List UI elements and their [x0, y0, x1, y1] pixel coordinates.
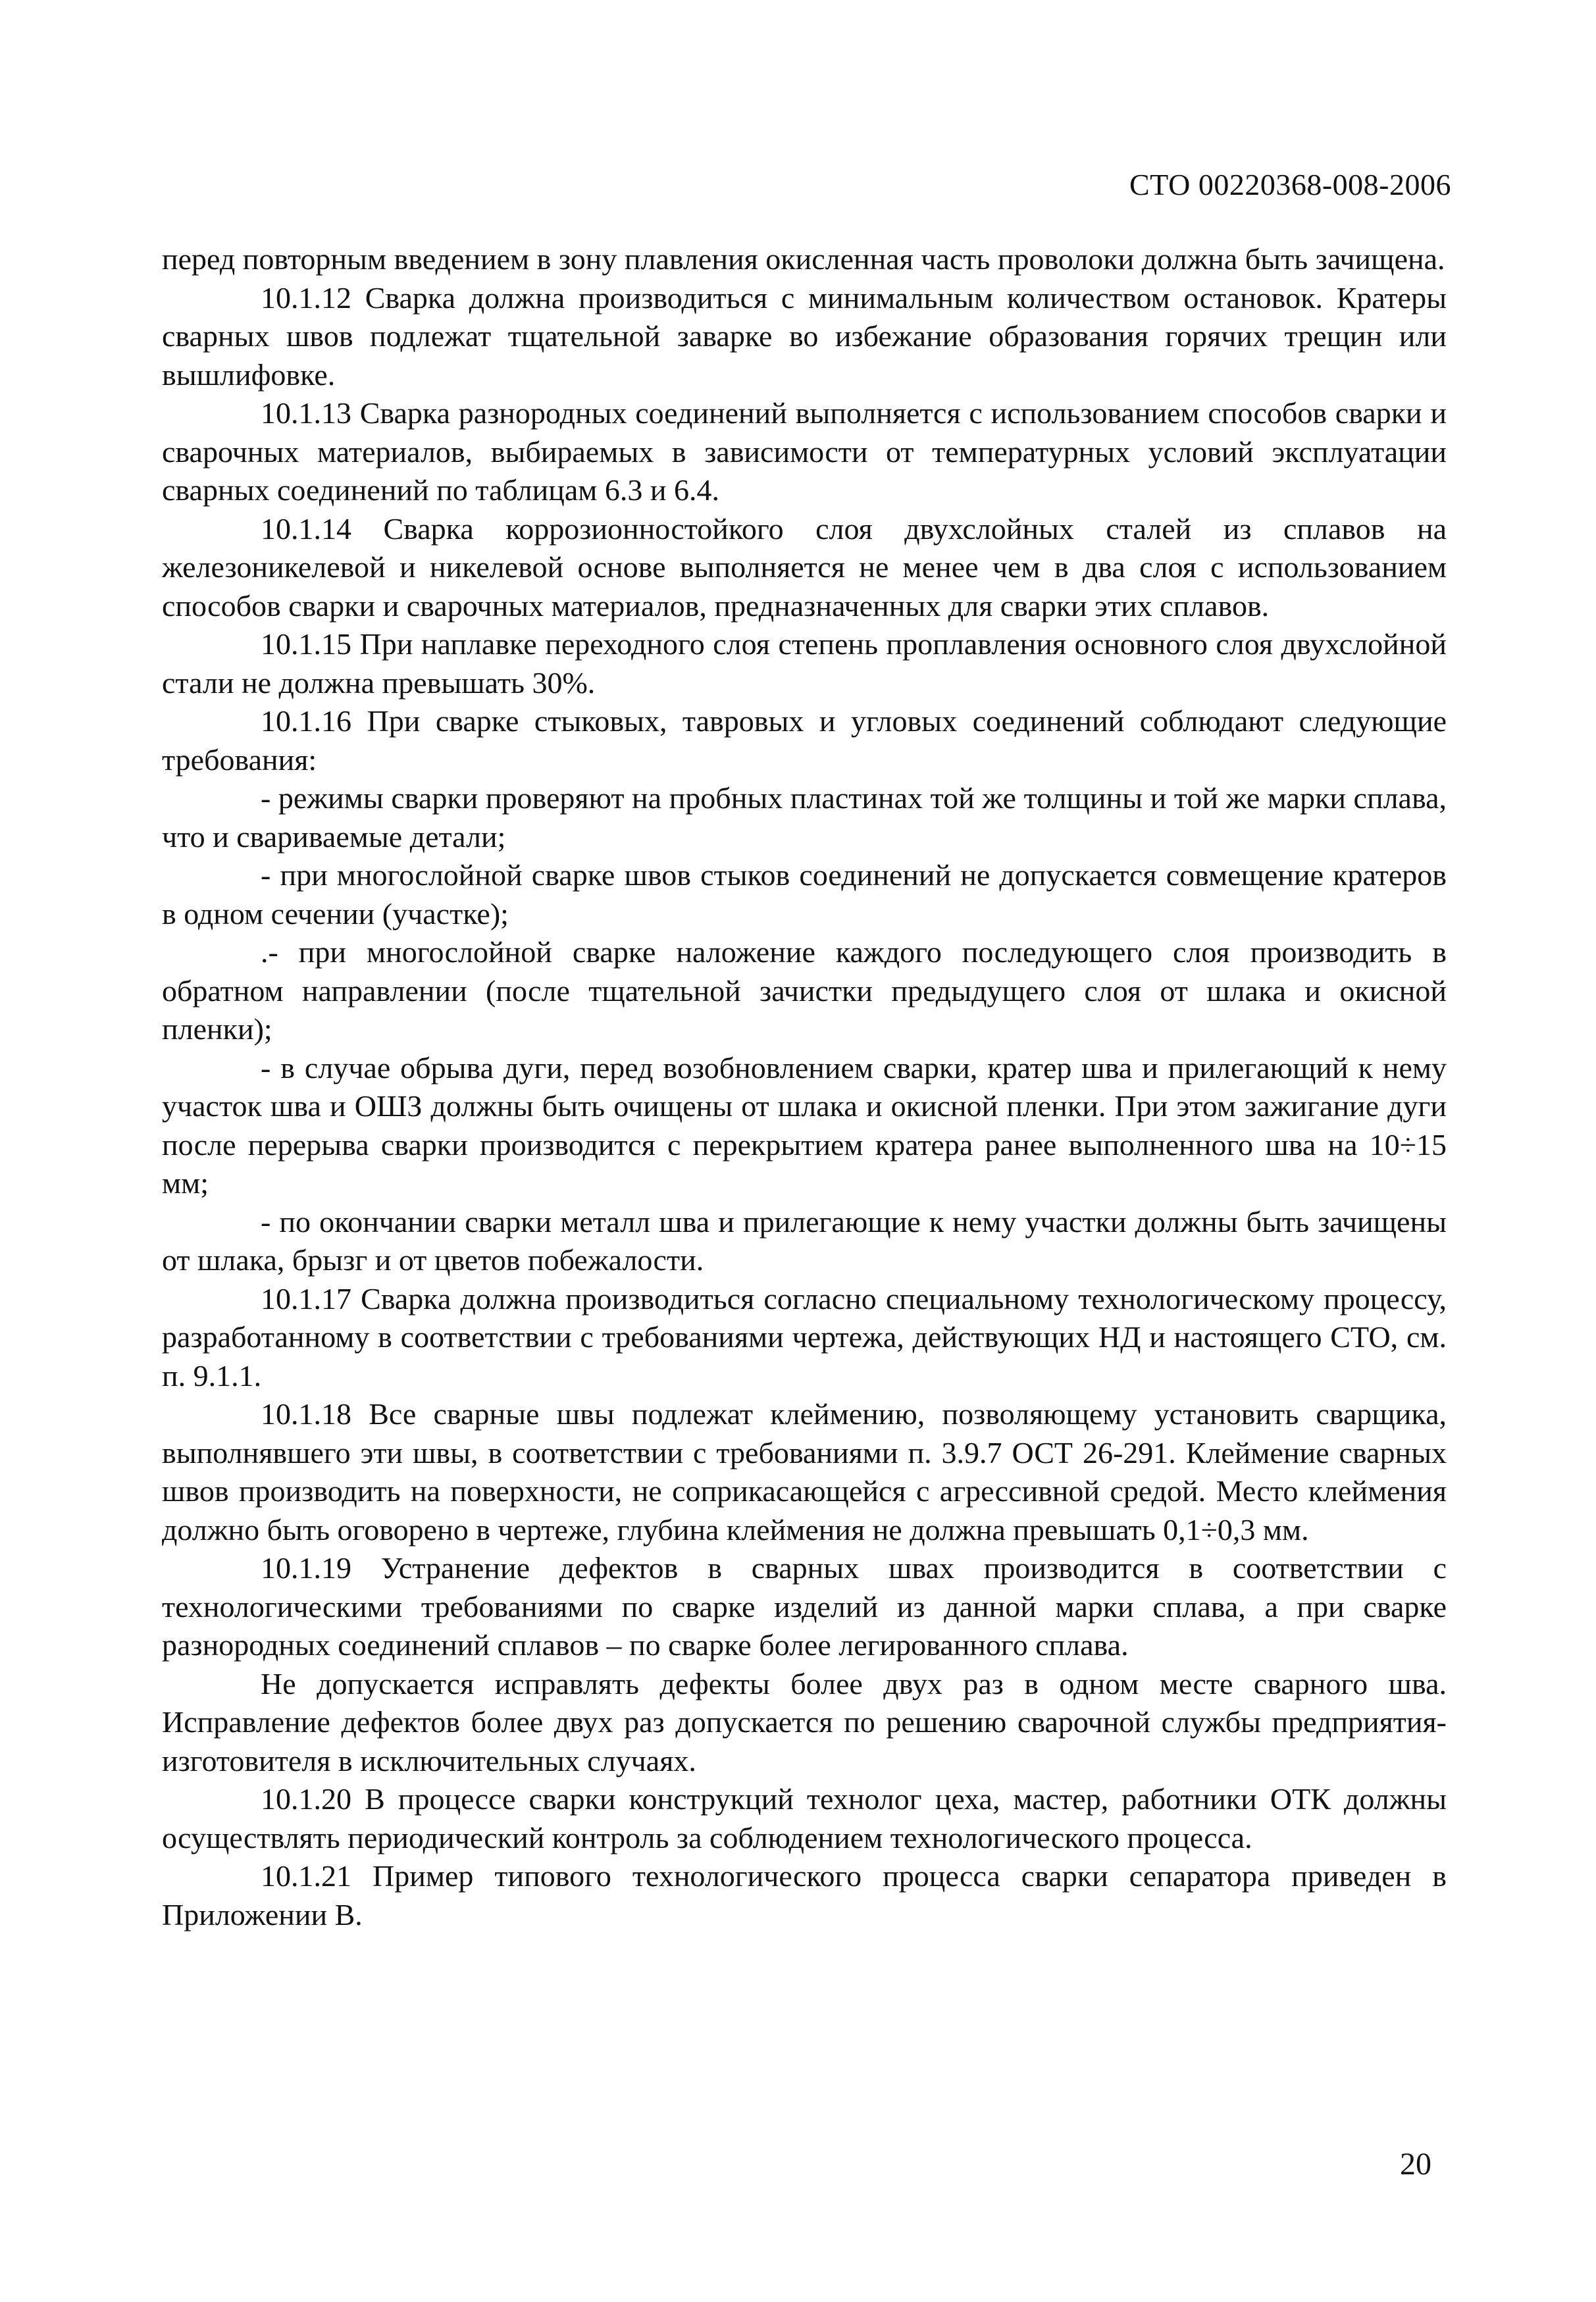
page-number: 20 [1400, 2147, 1431, 2182]
paragraph-10-1-12: 10.1.12 Сварка должна производиться с минимальным количеством остановок. Кратеры сварных швов подлежат тщательной заварке во избежание образования горячих трещин или вышлифовке. [162, 280, 1447, 392]
paragraph-defect-repair: Не допускается исправлять дефекты более двух раз в одном месте сварного шва. Исправление дефектов более двух раз допускается по решению сварочной службы предприятия-изготовителя в исключительных случаях. [162, 1666, 1447, 1778]
list-item: - по окончании сварки металл шва и прилегающие к нему участки должны быть зачищены от шлака, брызг и от цветов побежалости. [162, 1204, 1447, 1277]
paragraph-10-1-16: 10.1.16 При сварке стыковых, тавровых и угловых соединений соблюдают следующие требования: [162, 704, 1447, 777]
paragraph-10-1-17: 10.1.17 Сварка должна производиться согласно специальному технологическому процессу, разработанному в соответствии с требованиями чертежа, действующих НД и настоящего СТО, см. п. 9.1.1. [162, 1281, 1447, 1393]
paragraph-continuation: перед повторным введением в зону плавления окисленная часть проволоки должна быть зачищена. [162, 242, 1445, 276]
list-item: - в случае обрыва дуги, перед возобновлением сварки, кратер шва и прилегающий к нему участок шва и ОШЗ должны быть очищены от шлака и окисной пленки. При этом зажигание дуги после перерыва сварки производится с перекрытием кратера ранее выполненного шва на 10÷15 мм; [162, 1050, 1447, 1200]
paragraph-10-1-21: 10.1.21 Пример типового технологического процесса сварки сепаратора приведен в Приложении В. [162, 1859, 1447, 1931]
paragraph-10-1-19: 10.1.19 Устранение дефектов в сварных швах производится в соответствии с технологическими требованиями по сварке изделий из данной марки сплава, а при сварке разнородных соединений сплавов – по сварке более легированного сплава. [162, 1551, 1447, 1662]
body-text [162, 240, 1447, 1934]
paragraph-10-1-15: 10.1.15 При наплавке переходного слоя степень проплавления основного слоя двухслойной стали не должна превышать 30%. [162, 627, 1447, 700]
document-code: СТО 00220368-008-2006 [1129, 168, 1451, 201]
paragraph-10-1-18: 10.1.18 Все сварные швы подлежат клеймению, позволяющему установить сварщика, выполнявшего эти швы, в соответствии с требованиями п. 3.9.7 ОСТ 26-291. Клеймение сварных швов производить на поверхности, не соприкасающейся с агрессивной средой. Место клеймения должно быть оговорено в чертеже, глубина клеймения не должна превышать 0,1÷0,3 мм. [162, 1397, 1447, 1547]
list-item: .- при многослойной сварке наложение каждого последующего слоя производить в обратном направлении (после тщательной зачистки предыдущего слоя от шлака и окисной пленки); [162, 935, 1447, 1046]
list-item: - при многослойной сварке швов стыков соединений не допускается совмещение кратеров в одном сечении (участке); [162, 858, 1447, 931]
paragraph-10-1-20: 10.1.20 В процессе сварки конструкций технолог цеха, мастер, работники ОТК должны осуществлять периодический контроль за соблюдением технологического процесса. [162, 1782, 1447, 1854]
paragraph-10-1-14: 10.1.14 Сварка коррозионностойкого слоя двухслойных сталей из сплавов на железоникелевой и никелевой основе выполняется не менее чем в два слоя с использованием способов сварки и сварочных материалов, предназначенных для сварки этих сплавов. [162, 511, 1447, 623]
paragraph-10-1-13: 10.1.13 Сварка разнородных соединений выполняется с использованием способов сварки и сварочных материалов, выбираемых в зависимости от температурных условий эксплуатации сварных соединений по таблицам 6.3 и 6.4. [162, 396, 1447, 507]
list-item: - режимы сварки проверяют на пробных пластинах той же толщины и той же марки сплава, что и свариваемые детали; [162, 781, 1447, 854]
